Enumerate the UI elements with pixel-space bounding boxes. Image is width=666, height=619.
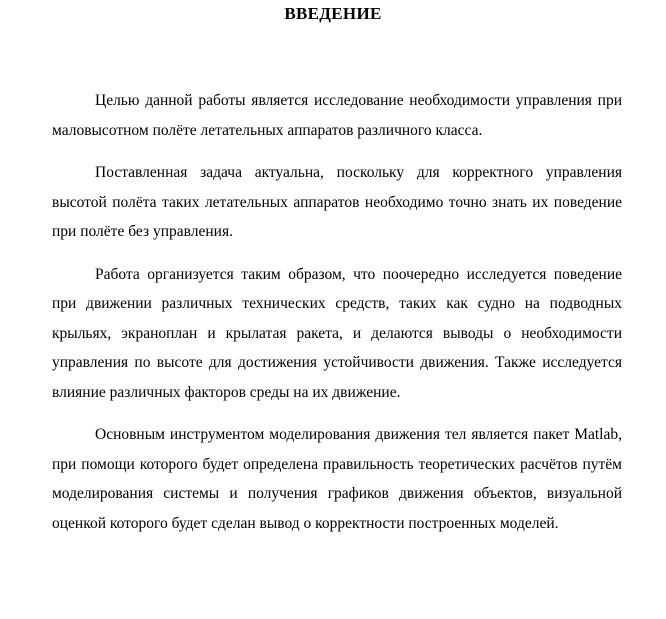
paragraph-relevance: Поставленная задача актуальна, поскольку для корректного управления высотой полёта таких летательных аппаратов необходимо точно знать их поведение при полёте без управления. bbox=[52, 164, 622, 240]
paragraph-method: Работа организуется таким образом, что поочередно исследуется поведение при движении различных технических средств, таких как судно на подводных крыльях, экраноплан и крылатая ракета, и делаются выводы о необходимости управления по высоте для достижения устойчивости движения. Также исследуется влияние различных факторов среды на их движение. bbox=[52, 265, 622, 401]
paragraph-goal: Целью данной работы является исследование необходимости управления при маловысотном полёте летательных аппаратов различного класса. bbox=[52, 92, 622, 139]
page-title: ВВЕДЕНИЕ bbox=[284, 4, 382, 23]
document-body bbox=[52, 86, 622, 551]
paragraph-tools: Основным инструментом моделирования движения тел является пакет Matlab, при помощи которого будет определена правильность теоретических расчётов путём моделирования системы и получения графиков движения объектов, визуальной оценкой которого будет сделан вывод о корректности построенных моделей. bbox=[52, 426, 622, 532]
